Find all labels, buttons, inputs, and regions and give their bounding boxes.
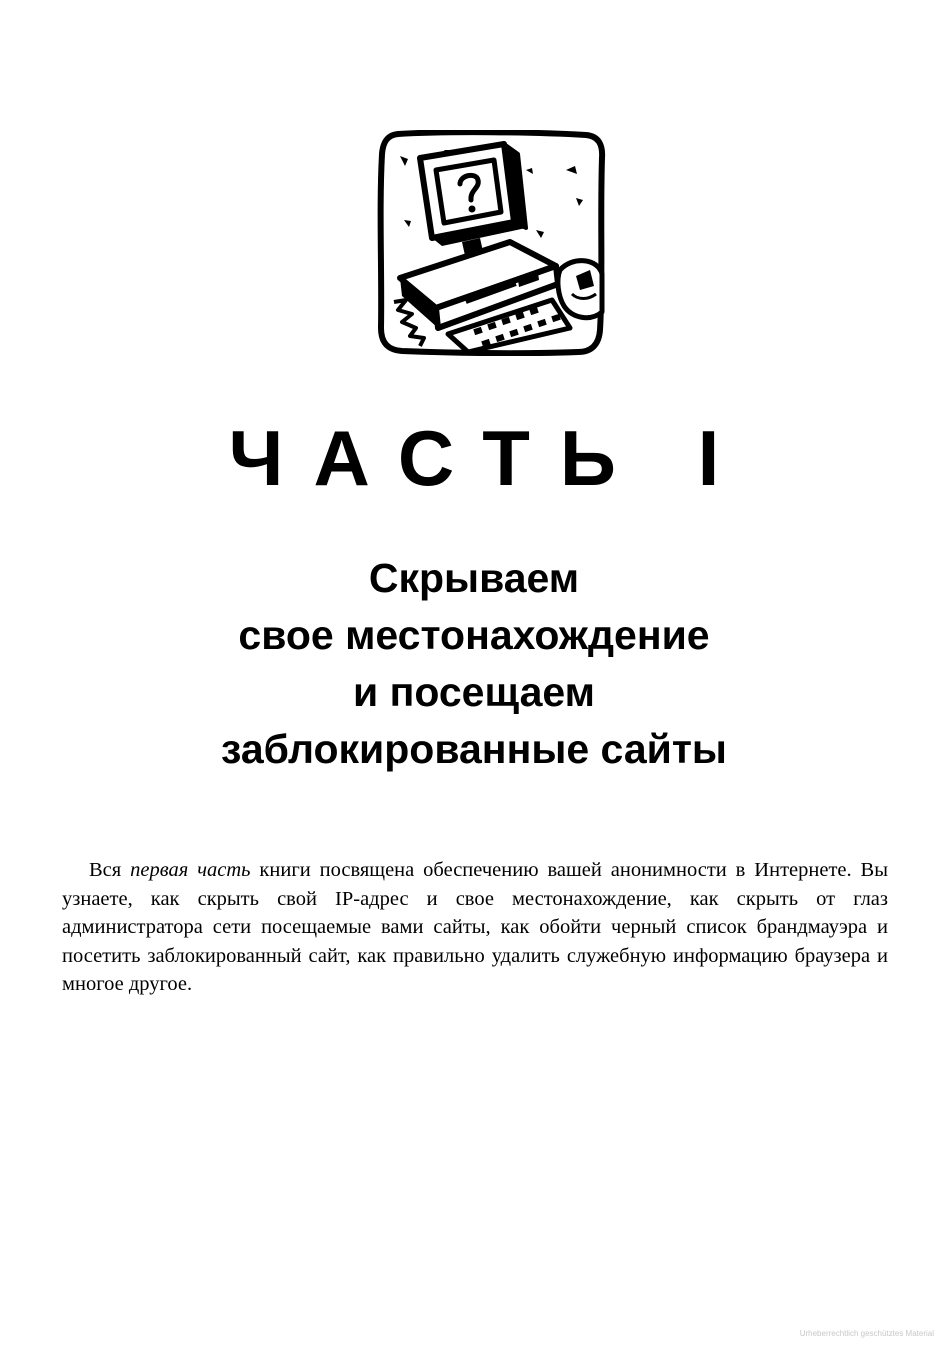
intro-text-start: Вся [89,859,131,881]
part-title: ЧАСТЬ I [228,414,750,502]
part-subtitle [0,550,948,778]
intro-paragraph [62,856,888,999]
intro-emphasis: первая часть [130,859,251,881]
subtitle-line: Скрываем [368,555,580,601]
intro-text-rest: книги посвящена обеспечению вашей анонимности в Интернете. Вы узнаете, как скрыть свой IP-адрес и свое местонахождение, как скрыть от глаз администратора сети посещаемые вами сайты, как обойти черный список брандмауэра и посетить заблокированный сайт, как правильно удалить служебную информацию браузера и многое другое. [62,859,889,995]
subtitle-line: и посещаем [353,669,595,715]
computer-question-icon [376,130,606,356]
subtitle-line: свое местонахождение [238,612,710,658]
watermark: Urheberrechtlich geschütztes Material [799,1329,934,1338]
subtitle-line: заблокированные сайты [221,726,727,772]
